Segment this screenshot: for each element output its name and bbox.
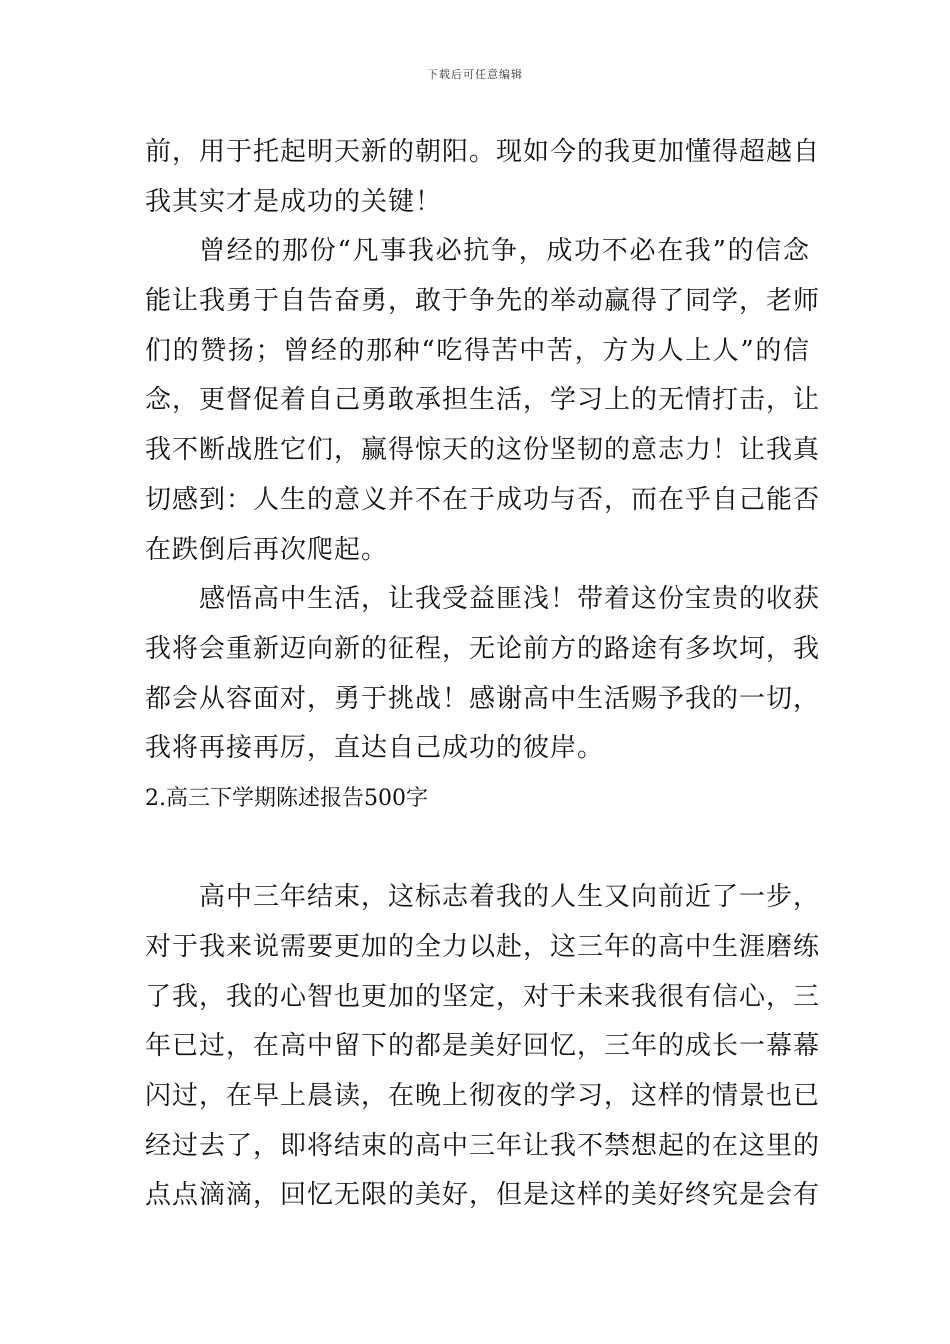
text-line: 念，更督促着自己勇敢承担生活，学习上的无情打击，让	[145, 385, 821, 416]
paragraph	[145, 873, 821, 1221]
text-line: 能让我勇于自告奋勇，敢于争先的举动赢得了同学，老师	[145, 286, 821, 317]
page-header: 下载后可任意编辑	[427, 68, 523, 81]
text-line: 我其实才是成功的关键！	[145, 186, 443, 217]
text-line: 在跌倒后再次爬起。	[145, 534, 389, 565]
document-body	[145, 128, 821, 1221]
text-line: 前，用于托起明天新的朝阳。现如今的我更加懂得超越自	[145, 137, 821, 167]
text-line: 都会从容面对，勇于挑战！感谢高中生活赐予我的一切，	[145, 683, 821, 714]
paragraph	[145, 575, 821, 774]
text-line: 经过去了，即将结束的高中三年让我不禁想起的在这里的	[145, 1130, 821, 1161]
text-line: 我不断战胜它们，赢得惊天的这份坚韧的意志力！让我真	[145, 435, 821, 466]
text-line: 高中三年结束，这标志着我的人生又向前近了一步，	[199, 882, 821, 913]
text-line: 们的赞扬；曾经的那种“吃得苦中苦，方为人上人”的信	[145, 335, 810, 366]
text-line: 我将会重新迈向新的征程，无论前方的路途有多坎坷，我	[145, 633, 821, 664]
text-line: 年已过，在高中留下的都是美好回忆，三年的成长一幕幕	[145, 1031, 821, 1062]
paragraph	[145, 227, 821, 575]
section-heading: 2.高三下学期陈述报告500字	[145, 785, 428, 811]
text-line: 了我，我的心智也更加的坚定，对于未来我很有信心，三	[145, 981, 821, 1012]
text-line: 点点滴滴，回忆无限的美好，但是这样的美好终究是会有	[145, 1180, 821, 1211]
blank-line	[145, 824, 810, 874]
paragraph-continuation	[145, 128, 821, 227]
text-line: 我将再接再厉，直达自己成功的彼岸。	[145, 733, 605, 764]
text-line: 对于我来说需要更加的全力以赴，这三年的高中生涯磨练	[145, 932, 821, 962]
text-line: 闪过，在早上晨读，在晚上彻夜的学习，这样的情景也已	[145, 1081, 821, 1112]
text-line: 曾经的那份“凡事我必抗争，成功不必在我”的信念	[199, 236, 810, 267]
text-line: 切感到：人生的意义并不在于成功与否，而在乎自己能否	[145, 484, 821, 515]
text-line: 感悟高中生活，让我受益匪浅！带着这份宝贵的收获	[199, 584, 821, 615]
